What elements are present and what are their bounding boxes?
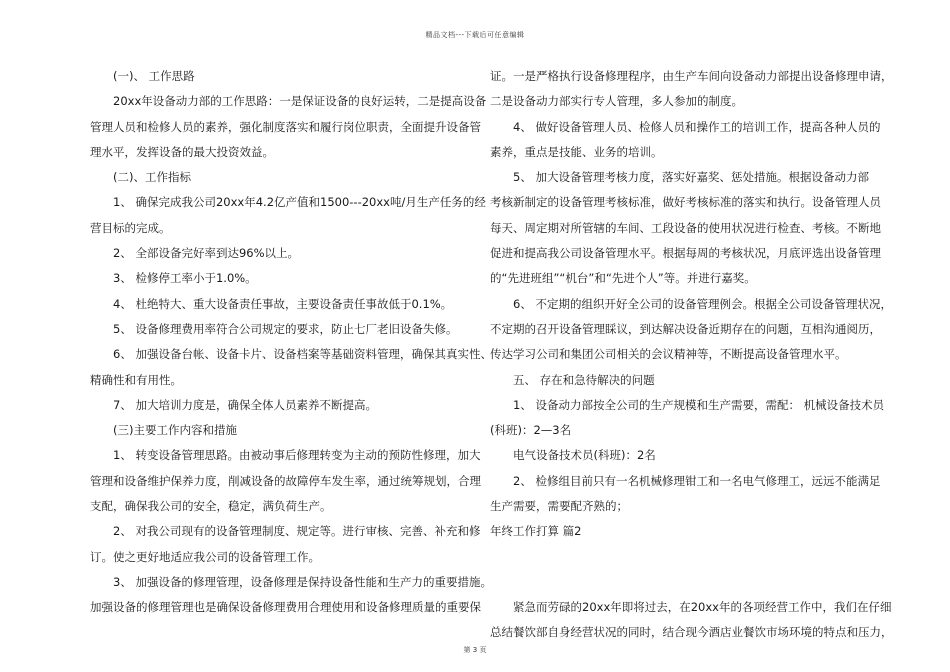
text-line: 管理和设备维护保养力度，削减设备的故障停车发生率，通过统筹规划，合理 bbox=[90, 473, 481, 488]
text-line: 促进和提高我公司设备管理水平。根据每周的考核状况，月底评选出设备管理 bbox=[490, 246, 881, 261]
text-line: 5、 设备修理费用率符合公司规定的要求，防止七厂老旧设备失修。 bbox=[113, 321, 458, 336]
text-line: 精确性和有用性。 bbox=[90, 372, 182, 387]
text-line: 管理人员和检修人员的素养，强化制度落实和履行岗位职责，全面提升设备管 bbox=[90, 119, 481, 134]
right-column bbox=[490, 64, 893, 645]
text-line: 生产需要，需要配齐熟的； bbox=[490, 499, 628, 514]
text-line: 每天、周定期对所管辖的车间、工段设备的使用状况进行检查、考核。不断地 bbox=[490, 220, 881, 235]
text-line: 营目标的完成。 bbox=[90, 220, 171, 235]
text-line: 素养，重点是技能、业务的培训。 bbox=[490, 144, 663, 159]
text-line: 年终工作打算 篇2 bbox=[490, 524, 582, 539]
left-column bbox=[90, 64, 492, 621]
text-line: 4、 做好设备管理人员、检修人员和操作工的培训工作，提高各种人员的 bbox=[513, 119, 881, 134]
text-line: 7、 加大培训力度是，确保全体人员素养不断提高。 bbox=[113, 397, 377, 412]
text-line: 5、 加大设备管理考核力度，落实好嘉奖、惩处措施。根据设备动力部 bbox=[513, 170, 869, 185]
page-header: 精品文档---下载后可任意编辑 bbox=[425, 31, 525, 39]
text-line: 电气设备技术员(科班)：2名 bbox=[513, 448, 656, 463]
text-line: 4、 杜绝特大、重大设备责任事故，主要设备责任事故低于0.1%。 bbox=[113, 296, 453, 311]
text-line: 五、 存在和急待解决的问题 bbox=[513, 372, 655, 387]
paragraph-gap bbox=[490, 545, 875, 595]
text-line: (科班)：2—3名 bbox=[490, 423, 572, 438]
text-line: (三)主要工作内容和措施 bbox=[113, 423, 237, 438]
text-line: 加强设备的修理管理也是确保设备修理费用合理使用和设备修理质量的重要保 bbox=[90, 600, 481, 615]
text-line: 传达学习公司和集团公司相关的会议精神等，不断提高设备管理水平。 bbox=[490, 347, 847, 362]
text-line: 2、 对我公司现有的设备管理制度、规定等。进行审核、完善、补充和修 bbox=[113, 524, 481, 539]
text-line: 1、 设备动力部按全公司的生产规模和生产需要，需配： 机械设备技术员 bbox=[513, 397, 885, 412]
text-line: 20xx年设备动力部的工作思路：一是保证设备的良好运转，二是提高设备 bbox=[113, 94, 487, 109]
text-line: 3、 加强设备的修理管理，设备修理是保持设备性能和生产力的重要措施。 bbox=[113, 574, 492, 589]
text-line: (一)、 工作思路 bbox=[113, 69, 195, 83]
text-line: 6、 加强设备台帐、设备卡片、设备档案等基础资料管理，确保其真实性、 bbox=[113, 347, 492, 362]
text-line: 6、 不定期的组织开好全公司的设备管理例会。根据全公司设备管理状况， bbox=[513, 296, 892, 311]
text-line: 3、 检修停工率小于1.0%。 bbox=[113, 271, 257, 286]
text-line: 考核新制定的设备管理考核标准，做好考核标准的落实和执行。设备管理人员 bbox=[490, 195, 881, 210]
text-line: 证。一是严格执行设备修理程序，由生产车间向设备动力部提出设备修理申请， bbox=[490, 69, 893, 83]
text-line: 紧急而劳碌的20xx年即将过去，在20xx年的各项经营工作中，我们在仔细 bbox=[513, 599, 892, 614]
text-line: 理水平，发挥设备的最大投资效益。 bbox=[90, 144, 274, 159]
text-line: 2、 检修组目前只有一名机械修理钳工和一名电气修理工，远远不能满足 bbox=[513, 473, 881, 488]
text-line: 支配，确保我公司的安全，稳定，满负荷生产。 bbox=[90, 499, 332, 514]
text-line: 不定期的召开设备管理睬议，到达解决设备近期存在的问题，互相沟通阅历， bbox=[490, 321, 881, 336]
text-line: 1、 确保完成我公司20xx年4.2亿产值和1500---20xx吨/月生产任务的经 bbox=[113, 195, 486, 210]
text-line: 1、 转变设备管理思路。由被动事后修理转变为主动的预防性修理，加大 bbox=[113, 448, 481, 463]
text-line: (二)、工作指标 bbox=[113, 170, 191, 185]
page-number: 第 3 页 bbox=[463, 646, 487, 654]
text-line: 订。使之更好地适应我公司的设备管理工作。 bbox=[90, 549, 320, 564]
text-line: 的“先进班组”“机台”和“先进个人”等。并进行嘉奖。 bbox=[490, 271, 756, 286]
text-line: 总结餐饮部自身经营状况的同时，结合现今酒店业餐饮市场环境的特点和压力， bbox=[490, 624, 893, 639]
text-line: 二是设备动力部实行专人管理，多人参加的制度。 bbox=[490, 94, 743, 109]
text-line: 2、 全部设备完好率到达96%以上。 bbox=[113, 246, 300, 261]
